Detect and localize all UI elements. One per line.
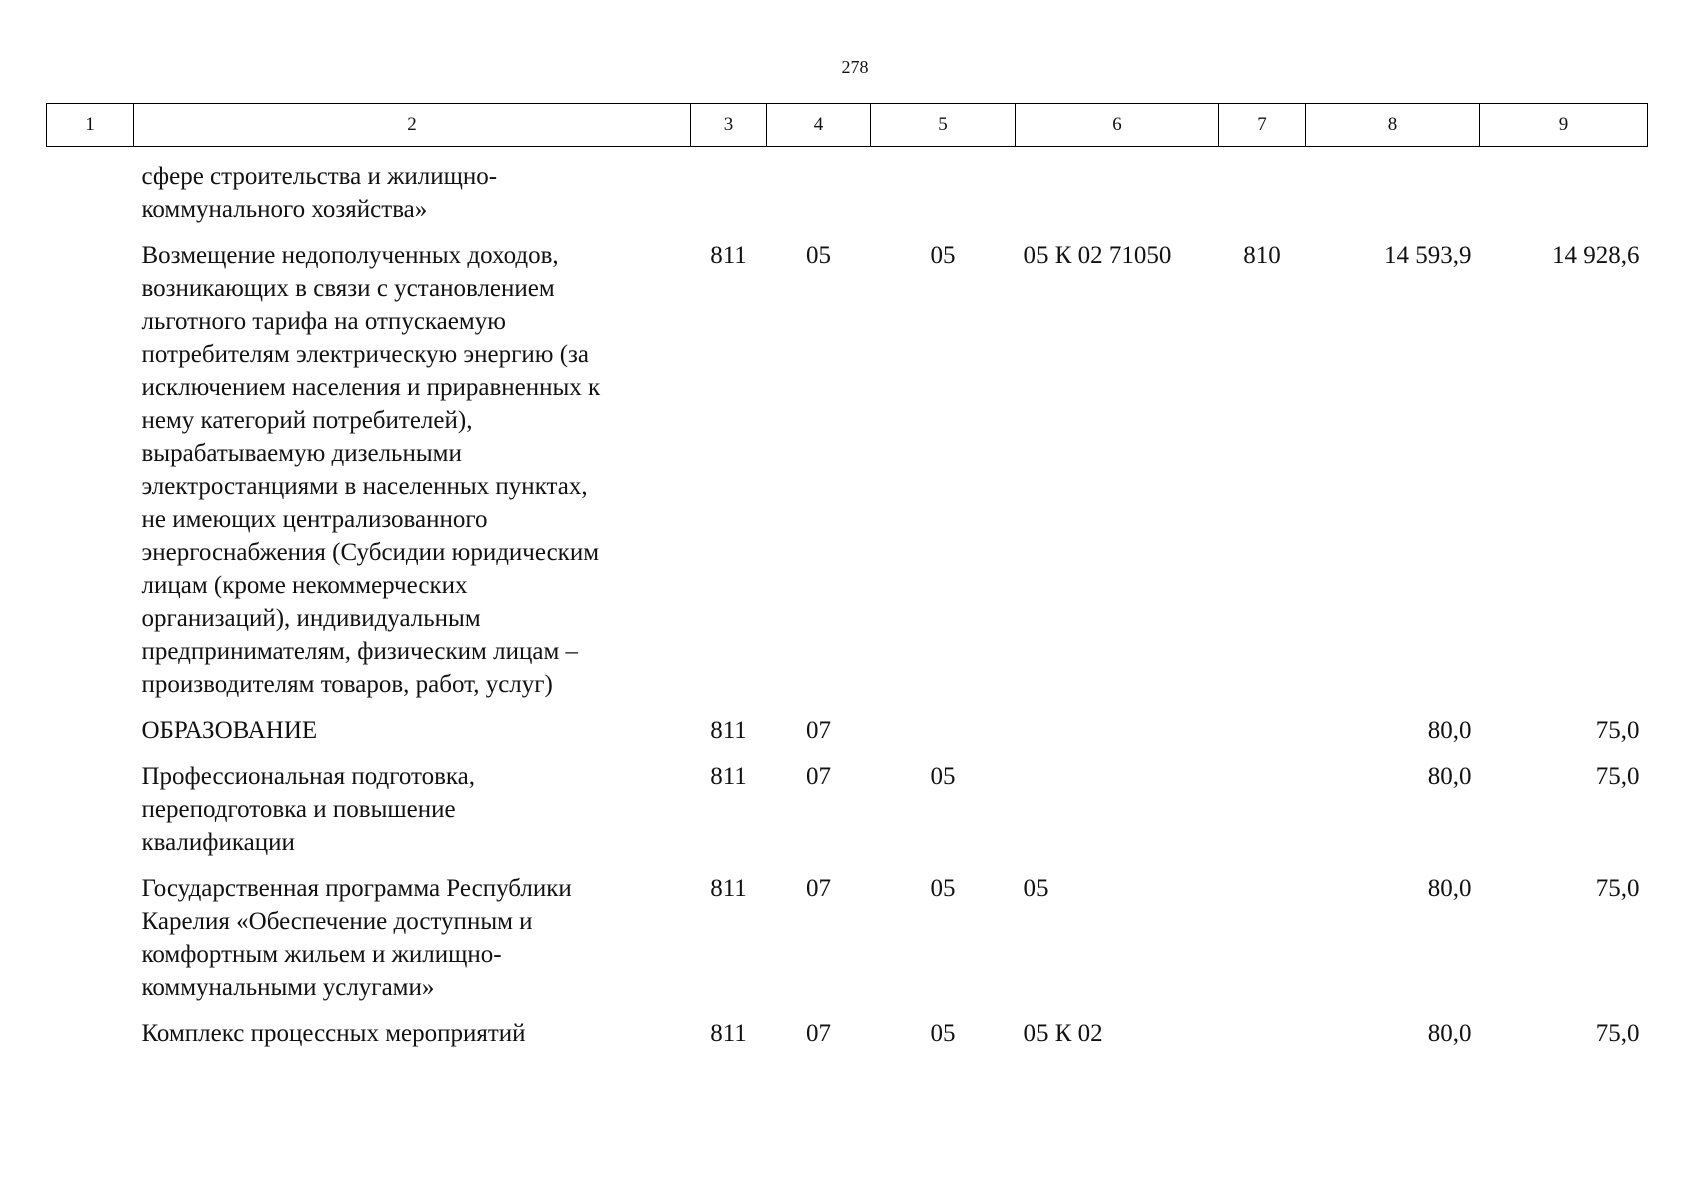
row-name-cell: Комплекс процессных мероприятий xyxy=(141,1020,526,1047)
expense-type-cell xyxy=(1219,147,1306,227)
column-header: 3 xyxy=(691,104,767,147)
subsection-code-cell xyxy=(871,701,1016,747)
target-article-cell: 05 xyxy=(1023,875,1049,902)
section-code-cell: 07 xyxy=(806,875,831,902)
subsection-code-cell: 05 xyxy=(930,763,956,790)
amount-year-2-cell: 14 928,6 xyxy=(1552,242,1640,269)
admin-code-cell: 811 xyxy=(710,875,747,902)
row-name-cell: ОБРАЗОВАНИЕ xyxy=(141,717,318,744)
column-header: 5 xyxy=(871,104,1016,147)
subsection-code-cell: 05 xyxy=(930,1020,956,1047)
column-header: 9 xyxy=(1480,104,1648,147)
column-header: 6 xyxy=(1016,104,1219,147)
section-code-cell: 05 xyxy=(806,242,831,269)
subsection-code-cell: 05 xyxy=(930,242,956,269)
row-name-cell: Государственная программа Республики Карелия «Обеспечение доступным и комфортным жильем и жилищно- коммунальными услугами» xyxy=(141,875,572,1001)
table-row xyxy=(47,859,1648,1004)
amount-year-1-cell: 14 593,9 xyxy=(1384,242,1472,269)
admin-code-cell: 811 xyxy=(710,1020,747,1047)
target-article-cell: 05 К 02 xyxy=(1023,1020,1103,1047)
amount-year-1-cell: 80,0 xyxy=(1427,875,1472,902)
row-name-cell: Возмещение недополученных доходов, возникающих в связи с установлением льготного тарифа на отпускаемую потребителям электрическую энергию (за исключением населения и приравненных к нему категорий потребителей), вырабатываемую дизельными электростанциями в населенных пунктах, не имеющих централизованного энергоснабжения (Субсидии юридическим лицам (кроме некоммерческих организаций), индивидуальным предпринимателям, физическим лицам – производителям товаров, работ, услуг) xyxy=(141,242,601,698)
amount-year-1-cell: 80,0 xyxy=(1427,717,1472,744)
subsection-code-cell: 05 xyxy=(930,875,956,902)
table-row xyxy=(47,701,1648,747)
amount-year-2-cell: 75,0 xyxy=(1595,717,1640,744)
section-code-cell xyxy=(767,147,871,227)
amount-year-1-cell: 80,0 xyxy=(1427,763,1472,790)
table-body xyxy=(47,147,1648,1051)
admin-code-cell: 811 xyxy=(710,763,747,790)
section-code-cell: 07 xyxy=(806,1020,831,1047)
table-row xyxy=(47,147,1648,227)
target-article-cell xyxy=(1016,747,1219,859)
subsection-code-cell xyxy=(871,147,1016,227)
target-article-cell: 05 К 02 71050 xyxy=(1023,242,1172,269)
amount-year-1-cell: 80,0 xyxy=(1427,1020,1472,1047)
expense-type-cell xyxy=(1219,859,1306,1004)
section-code-cell: 07 xyxy=(806,763,831,790)
amount-year-1-cell xyxy=(1306,147,1480,227)
amount-year-2-cell: 75,0 xyxy=(1595,875,1640,902)
amount-year-2-cell xyxy=(1480,147,1648,227)
table-row xyxy=(47,1004,1648,1050)
target-article-cell xyxy=(1016,701,1219,747)
section-code-cell: 07 xyxy=(806,717,831,744)
row-name-cell: Профессиональная подготовка, переподготовка и повышение квалификации xyxy=(141,763,476,856)
expense-type-cell xyxy=(1219,701,1306,747)
column-header: 7 xyxy=(1219,104,1306,147)
expense-type-cell: 810 xyxy=(1243,242,1281,269)
budget-table xyxy=(46,103,1648,1050)
column-header: 2 xyxy=(134,104,691,147)
admin-code-cell xyxy=(691,147,767,227)
column-header: 1 xyxy=(47,104,134,147)
table-row xyxy=(47,747,1648,859)
amount-year-2-cell: 75,0 xyxy=(1595,763,1640,790)
amount-year-2-cell: 75,0 xyxy=(1595,1020,1640,1047)
column-header: 4 xyxy=(767,104,871,147)
expense-type-cell xyxy=(1219,1004,1306,1050)
column-number-header-row xyxy=(47,104,1648,147)
expense-type-cell xyxy=(1219,747,1306,859)
admin-code-cell: 811 xyxy=(710,242,747,269)
row-name-cell: сфере строительства и жилищно- коммунального хозяйства» xyxy=(141,163,498,223)
page-number: 278 xyxy=(841,57,869,77)
admin-code-cell: 811 xyxy=(710,717,747,744)
table-row xyxy=(47,226,1648,701)
target-article-cell xyxy=(1016,147,1219,227)
column-header: 8 xyxy=(1306,104,1480,147)
